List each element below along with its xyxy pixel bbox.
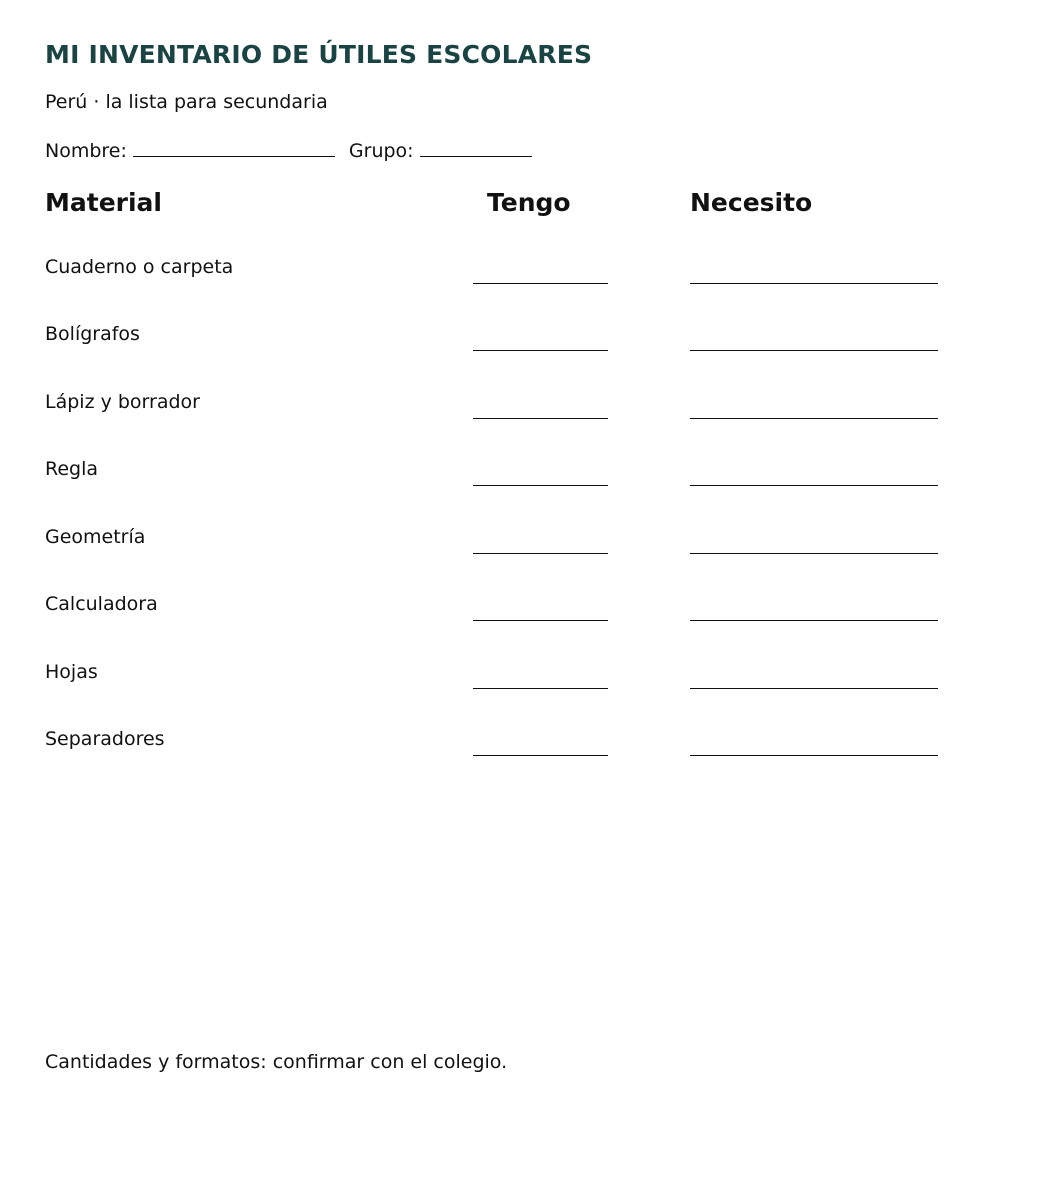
necesito-blank-field[interactable] (690, 688, 938, 689)
item-label: Calculadora (45, 593, 158, 615)
name-blank-field[interactable] (133, 136, 335, 157)
tengo-blank-field[interactable] (473, 688, 608, 689)
item-label: Lápiz y borrador (45, 391, 200, 413)
tengo-blank-field[interactable] (473, 755, 608, 756)
item-label: Cuaderno o carpeta (45, 256, 234, 278)
column-header-necesito: Necesito (690, 188, 813, 217)
inventory-row (0, 728, 1050, 768)
tengo-blank-field[interactable] (473, 553, 608, 554)
tengo-blank-field[interactable] (473, 283, 608, 284)
column-header-material: Material (45, 188, 162, 217)
student-info-line (45, 136, 532, 162)
group-blank-field[interactable] (420, 136, 532, 157)
name-label: Nombre: (45, 140, 127, 162)
inventory-row (0, 391, 1050, 431)
necesito-blank-field[interactable] (690, 755, 938, 756)
necesito-blank-field[interactable] (690, 620, 938, 621)
necesito-blank-field[interactable] (690, 418, 938, 419)
item-label: Hojas (45, 661, 98, 683)
necesito-blank-field[interactable] (690, 553, 938, 554)
necesito-blank-field[interactable] (690, 485, 938, 486)
item-label: Separadores (45, 728, 165, 750)
page-title: MI INVENTARIO DE ÚTILES ESCOLARES (45, 40, 593, 69)
inventory-row (0, 458, 1050, 498)
page-subtitle: Perú · la lista para secundaria (45, 91, 328, 113)
inventory-row (0, 256, 1050, 296)
footer-note: Cantidades y formatos: confirmar con el colegio. (45, 1051, 508, 1073)
item-label: Geometría (45, 526, 146, 548)
tengo-blank-field[interactable] (473, 350, 608, 351)
inventory-row (0, 593, 1050, 633)
necesito-blank-field[interactable] (690, 350, 938, 351)
tengo-blank-field[interactable] (473, 485, 608, 486)
group-label: Grupo: (348, 140, 414, 162)
inventory-row (0, 323, 1050, 363)
tengo-blank-field[interactable] (473, 418, 608, 419)
item-label: Regla (45, 458, 99, 480)
inventory-row (0, 661, 1050, 701)
inventory-row (0, 526, 1050, 566)
item-label: Bolígrafos (45, 323, 140, 345)
column-header-tengo: Tengo (487, 188, 571, 217)
tengo-blank-field[interactable] (473, 620, 608, 621)
necesito-blank-field[interactable] (690, 283, 938, 284)
